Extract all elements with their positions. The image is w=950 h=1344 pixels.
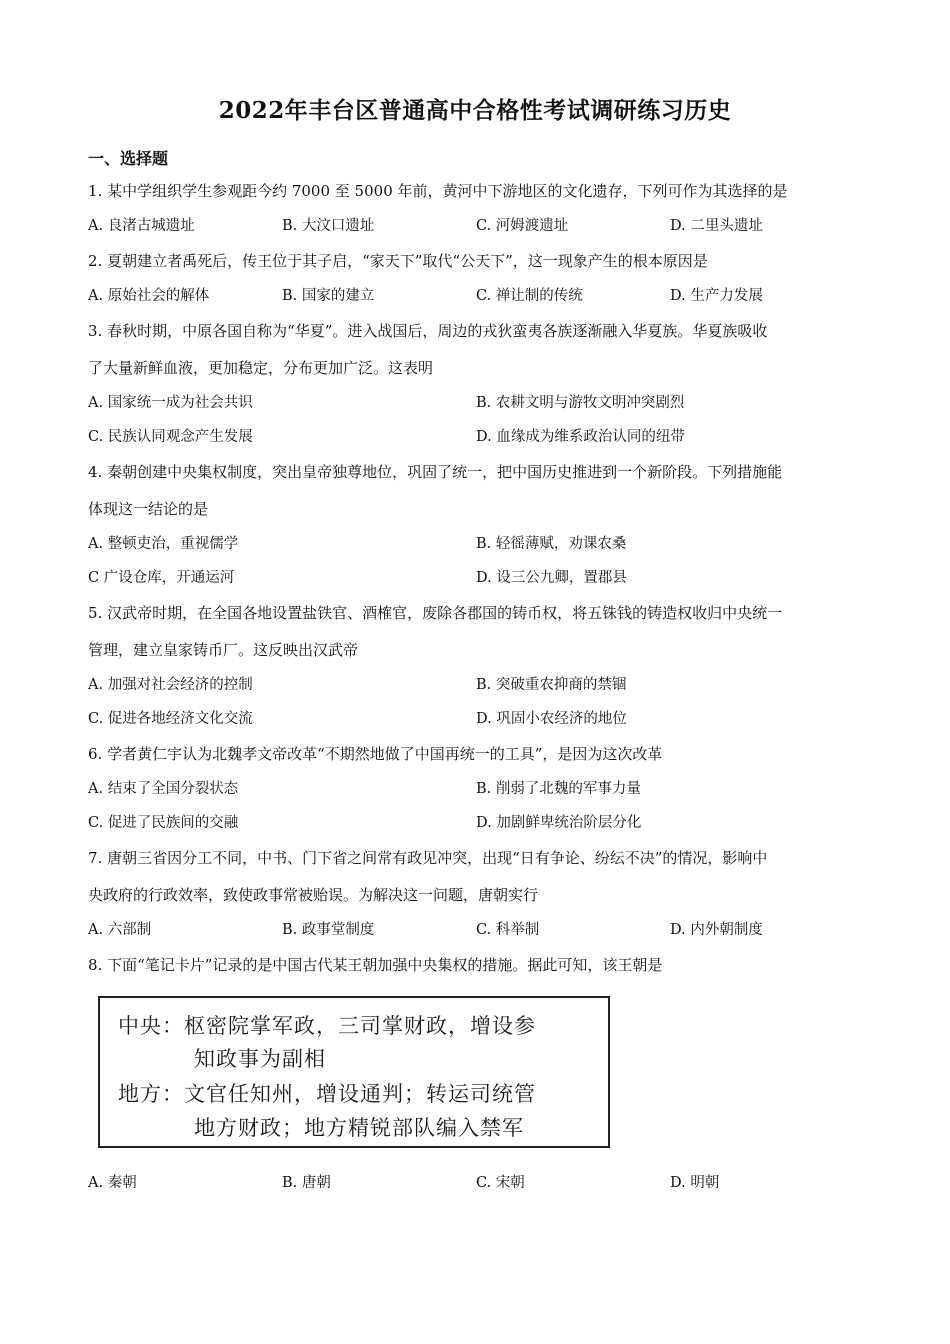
- question-2-option-d: D. 生产力发展: [670, 288, 763, 304]
- question-5-option-d: D. 巩固小农经济的地位: [476, 711, 627, 727]
- question-5-option-c: C. 促进各地经济文化交流: [88, 711, 253, 727]
- question-2-text: 2. 夏朝建立者禹死后，传王位于其子启，“家天下”取代“公天下”，这一现象产生的根本原因是: [88, 252, 708, 270]
- question-6-option-b: B. 削弱了北魏的军事力量: [476, 781, 641, 797]
- question-5-text-line-2: 管理，建立皇家铸币厂。这反映出汉武帝: [88, 641, 359, 659]
- note-card-line-2: 知政事为副相: [194, 1047, 326, 1071]
- question-7-option-d: D. 内外朝制度: [670, 922, 763, 938]
- note-card-line-3: 地方：文官任知州，增设通判；转运司统管: [118, 1082, 536, 1106]
- question-3-option-d: D. 血缘成为维系政治认同的纽带: [476, 429, 685, 445]
- note-card-line-4: 地方财政；地方精锐部队编入禁军: [194, 1116, 524, 1140]
- question-8-text: 8. 下面“笔记卡片”记录的是中国古代某王朝加强中央集权的措施。据此可知，该王朝是: [88, 956, 663, 974]
- question-7-option-b: B. 政事堂制度: [282, 922, 375, 938]
- question-1-option-d: D. 二里头遗址: [670, 218, 763, 234]
- question-5-text-line-1: 5. 汉武帝时期，在全国各地设置盐铁官、酒榷官，废除各郡国的铸币权，将五铢钱的铸造权收归中央统一: [88, 604, 783, 622]
- question-7-text-line-1: 7. 唐朝三省因分工不同，中书、门下省之间常有政见冲突，出现“日有争论、纷纭不决”的情况，影响中: [88, 849, 768, 867]
- question-4-text-line-2: 体现这一结论的是: [88, 500, 209, 518]
- question-8-option-d: D. 明朝: [670, 1175, 720, 1191]
- question-7-option-a: A. 六部制: [88, 922, 152, 938]
- note-card: [98, 996, 610, 1148]
- question-1-option-a: A. 良渚古城遗址: [88, 218, 195, 234]
- question-4-option-b: B. 轻徭薄赋，劝课农桑: [476, 536, 627, 552]
- question-3-text-line-1: 3. 春秋时期，中原各国自称为“华夏”。进入战国后，周边的戎狄蛮夷各族逐渐融入华夏族。华夏族吸收: [88, 322, 768, 340]
- section-title: 一、选择题: [88, 149, 169, 168]
- question-7-text-line-2: 央政府的行政效率，致使政事常被贻误。为解决这一问题，唐朝实行: [88, 886, 539, 904]
- question-1-text: 1. 某中学组织学生参观距今约 7000 至 5000 年前，黄河中下游地区的文化遗存，下列可作为其选择的是: [88, 182, 788, 200]
- page-title: 2022年丰台区普通高中合格性考试调研练习历史: [218, 97, 732, 124]
- note-card-line-1: 中央：枢密院掌军政，三司掌财政，增设参: [118, 1014, 536, 1038]
- question-3-option-c: C. 民族认同观念产生发展: [88, 429, 253, 445]
- question-2-option-b: B. 国家的建立: [282, 288, 375, 304]
- question-6-text: 6. 学者黄仁宇认为北魏孝文帝改革“不期然地做了中国再统一的工具”，是因为这次改革: [88, 745, 663, 763]
- question-7-option-c: C. 科举制: [476, 922, 540, 938]
- question-6-option-c: C. 促进了民族间的交融: [88, 815, 239, 831]
- question-5-option-a: A. 加强对社会经济的控制: [88, 677, 253, 693]
- question-8-option-c: C. 宋朝: [476, 1175, 525, 1191]
- question-8-option-a: A. 秦朝: [88, 1175, 137, 1191]
- question-2-option-c: C. 禅让制的传统: [476, 288, 583, 304]
- question-8-option-b: B. 唐朝: [282, 1175, 331, 1191]
- question-5-option-b: B. 突破重农抑商的禁锢: [476, 677, 627, 693]
- question-3-text-line-2: 了大量新鲜血液，更加稳定，分布更加广泛。这表明: [88, 359, 434, 377]
- question-6-option-a: A. 结束了全国分裂状态: [88, 781, 239, 797]
- question-3-option-b: B. 农耕文明与游牧文明冲突剧烈: [476, 395, 685, 411]
- question-1-option-c: C. 河姆渡遗址: [476, 218, 569, 234]
- question-6-option-d: D. 加剧鲜卑统治阶层分化: [476, 815, 642, 831]
- question-1-option-b: B. 大汶口遗址: [282, 218, 375, 234]
- question-2-option-a: A. 原始社会的解体: [88, 288, 210, 304]
- question-4-option-a: A. 整顿吏治，重视儒学: [88, 536, 239, 552]
- question-4-text-line-1: 4. 秦朝创建中央集权制度，突出皇帝独尊地位，巩固了统一，把中国历史推进到一个新阶段。下列措施能: [88, 463, 783, 481]
- question-4-option-c: C 广设仓库，开通运河: [88, 570, 235, 586]
- question-4-option-d: D. 设三公九卿，置郡县: [476, 570, 627, 586]
- question-3-option-a: A. 国家统一成为社会共识: [88, 395, 253, 411]
